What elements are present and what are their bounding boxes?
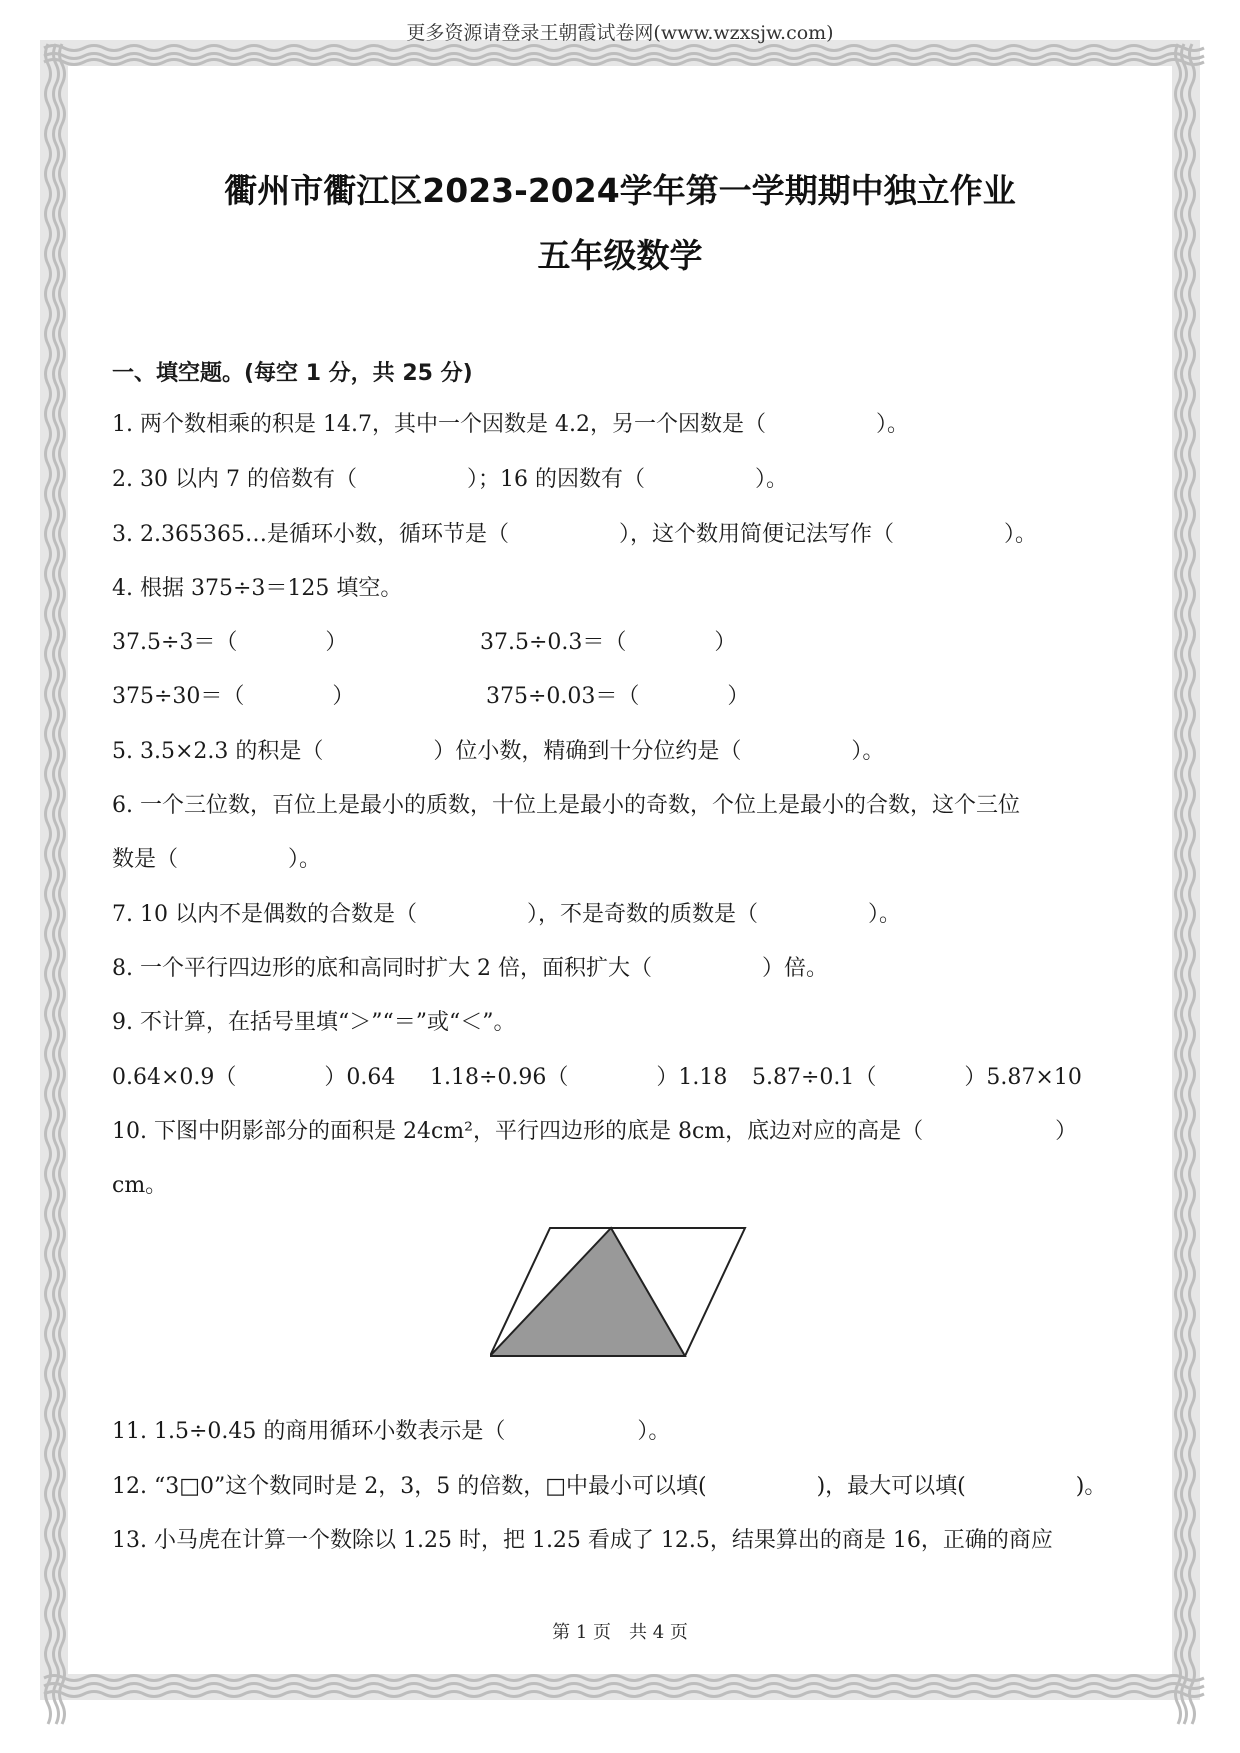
header-note: 更多资源请登录王朝霞试卷网(www.wzxsjw.com): [406, 22, 834, 44]
question-9: 9. 不计算，在括号里填“＞”“＝”或“＜”。: [112, 1010, 516, 1035]
question-3: 3. 2.365365…是循环小数，循环节是（ ），这个数用简便记法写作（ ）。: [112, 522, 1037, 547]
question-6-line1: 6. 一个三位数，百位上是最小的质数，十位上是最小的奇数，个位上是最小的合数，这个三位: [112, 793, 1020, 818]
question-1: 1. 两个数相乘的积是 14.7，其中一个因数是 4.2，另一个因数是（ ）。: [112, 412, 909, 437]
question-4: 4. 根据 375÷3＝125 填空。: [112, 576, 403, 601]
question-9b: 1.18÷0.96（ ）1.18: [430, 1065, 728, 1090]
exam-subtitle: 五年级数学: [537, 236, 703, 275]
question-9c: 5.87÷0.1（ ）5.87×10: [752, 1065, 1082, 1090]
page-footer: 第 1 页 共 4 页: [552, 1622, 688, 1643]
question-11: 11. 1.5÷0.45 的商用循环小数表示是（ ）。: [112, 1419, 671, 1444]
question-4c: 375÷30＝（ ）: [112, 684, 355, 709]
question-4b: 37.5÷0.3＝（ ）: [480, 630, 737, 655]
question-12: 12. “3□0”这个数同时是 2，3，5 的倍数，□中最小可以填( )，最大可以填( )。: [112, 1474, 1107, 1499]
question-4a: 37.5÷3＝（ ）: [112, 630, 348, 655]
parallelogram-figure: [490, 1222, 750, 1392]
question-9a: 0.64×0.9（ ）0.64: [112, 1065, 396, 1090]
question-4d: 375÷0.03＝（ ）: [486, 684, 750, 709]
exam-title: 衢州市衢江区2023-2024学年第一学期期中独立作业: [224, 171, 1016, 210]
question-6-line2: 数是（ ）。: [112, 847, 322, 872]
question-2: 2. 30 以内 7 的倍数有（ ）；16 的因数有（ ）。: [112, 467, 788, 492]
question-5: 5. 3.5×2.3 的积是（ ）位小数，精确到十分位约是（ ）。: [112, 739, 885, 764]
question-10-line1: 10. 下图中阴影部分的面积是 24cm²，平行四边形的底是 8cm，底边对应的高是（ ）: [112, 1119, 1078, 1144]
question-7: 7. 10 以内不是偶数的合数是（ ），不是奇数的质数是（ ）。: [112, 902, 901, 927]
question-8: 8. 一个平行四边形的底和高同时扩大 2 倍，面积扩大（ ）倍。: [112, 956, 828, 981]
section-heading: 一、填空题。(每空 1 分，共 25 分): [112, 361, 473, 386]
question-13: 13. 小马虎在计算一个数除以 1.25 时，把 1.25 看成了 12.5，结果算出的商是 16，正确的商应: [112, 1528, 1053, 1553]
question-10-line2: cm。: [112, 1173, 168, 1198]
